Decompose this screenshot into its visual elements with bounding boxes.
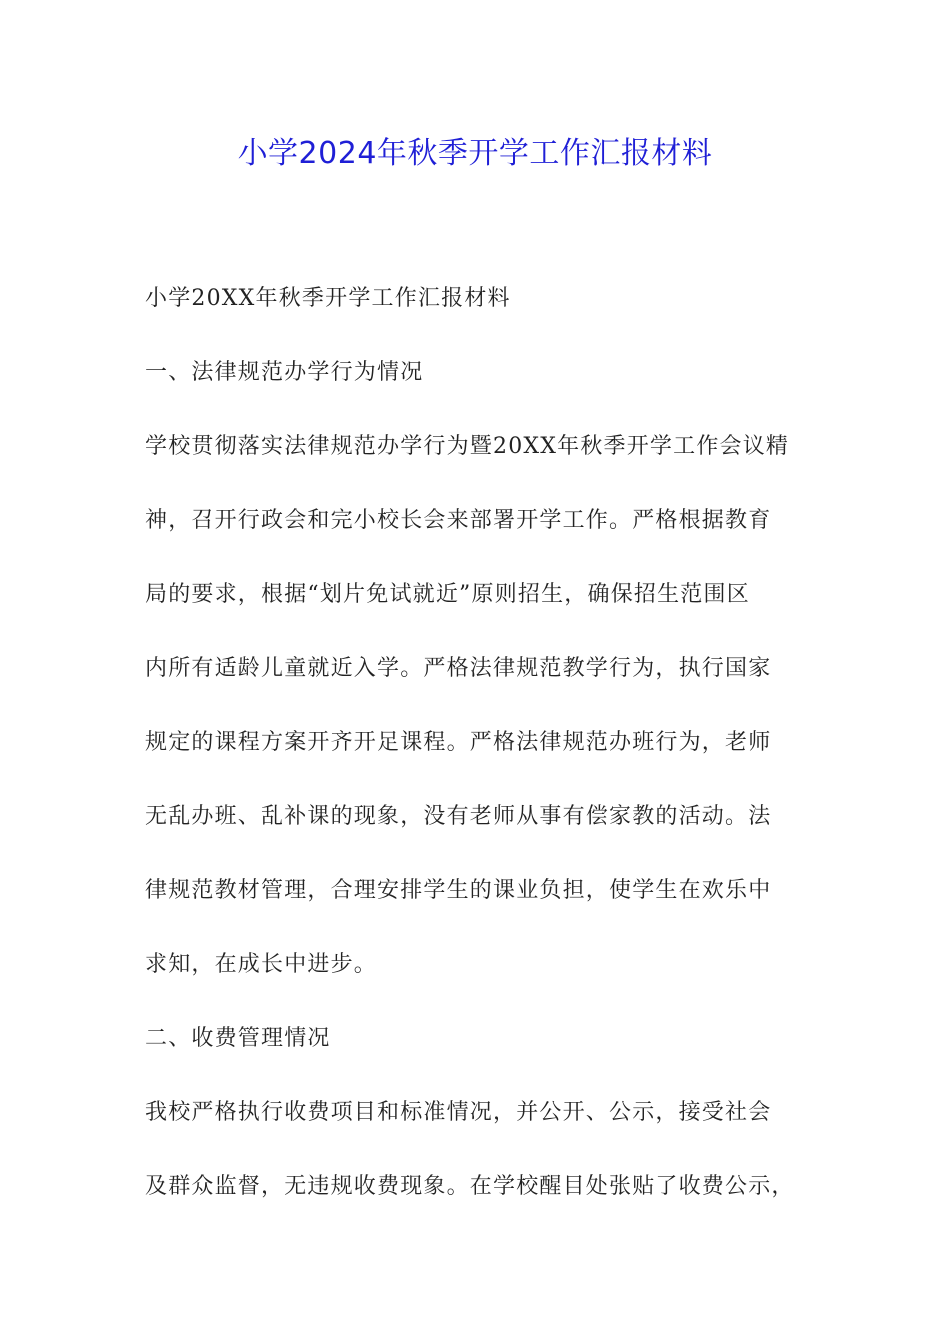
section-heading-1: 一、法律规范办学行为情况 [145, 360, 424, 385]
doc-line-subtitle: 小学20XX年秋季开学工作汇报材料 [145, 286, 511, 311]
paragraph-line: 神，召开行政会和完小校长会来部署开学工作。严格根据教育 [145, 508, 772, 533]
paragraph-line: 内所有适龄儿童就近入学。严格法律规范教学行为，执行国家 [145, 656, 772, 681]
paragraph-line: 学校贯彻落实法律规范办学行为暨20XX年秋季开学工作会议精 [145, 434, 790, 459]
paragraph-line: 律规范教材管理，合理安排学生的课业负担，使学生在欢乐中 [145, 878, 772, 903]
section-heading-2: 二、收费管理情况 [145, 1026, 331, 1051]
paragraph-line: 无乱办班、乱补课的现象，没有老师从事有偿家教的活动。法 [145, 804, 772, 829]
paragraph-line: 规定的课程方案开齐开足课程。严格法律规范办班行为，老师 [145, 730, 772, 755]
document-title: 小学2024年秋季开学工作汇报材料 [237, 136, 713, 171]
document-body [145, 262, 810, 1224]
paragraph-line: 求知，在成长中进步。 [145, 952, 378, 977]
paragraph-line: 及群众监督，无违规收费现象。在学校醒目处张贴了收费公示， [145, 1174, 795, 1199]
paragraph-line: 局的要求，根据“划片免试就近”原则招生，确保招生范围区 [145, 582, 750, 607]
paragraph-line: 我校严格执行收费项目和标准情况，并公开、公示，接受社会 [145, 1100, 772, 1125]
